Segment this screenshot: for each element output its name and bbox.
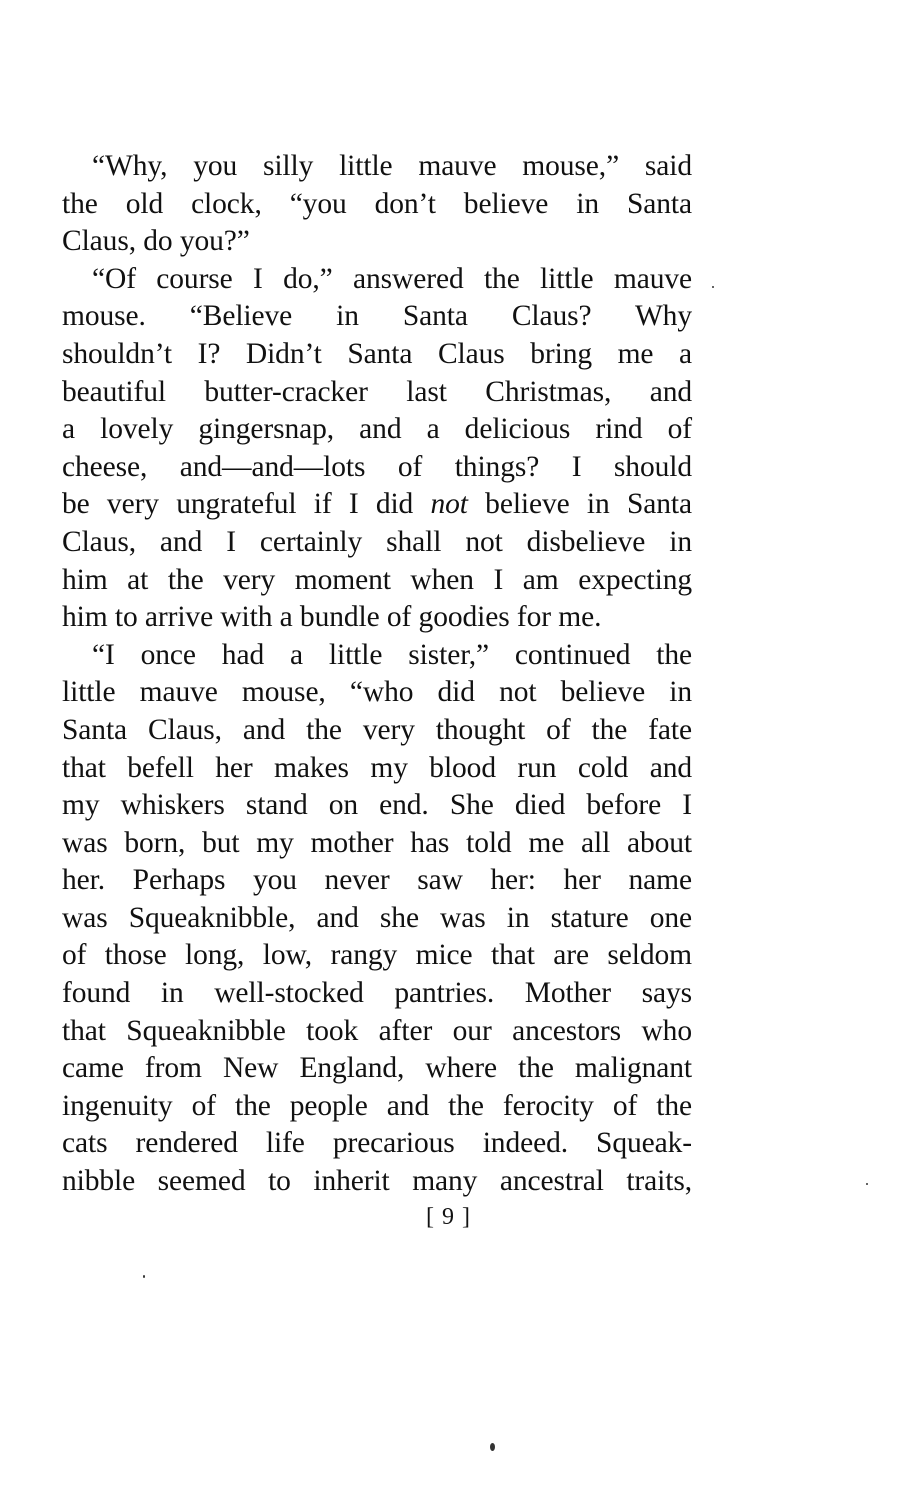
text-line: came from New England, where the malignant <box>62 1052 692 1085</box>
text-line: was Squeaknibble, and she was in stature one <box>62 901 692 934</box>
scan-speck <box>143 1275 145 1278</box>
page-number: [ 9 ] <box>426 1204 471 1230</box>
emphasized-word: not <box>430 488 468 521</box>
text-line: the old clock, “you don’t believe in Santa <box>62 187 692 220</box>
text-line: “Of course I do,” answered the little mauve <box>92 262 692 295</box>
text-line: found in well-stocked pantries. Mother says <box>62 977 692 1010</box>
text-line: beautiful butter-cracker last Christmas, and <box>62 375 692 408</box>
scan-speck <box>490 1443 495 1451</box>
text-line: that befell her makes my blood run cold and <box>62 751 692 784</box>
text-line: of those long, low, rangy mice that are seldom <box>62 939 692 972</box>
text-line <box>62 486 692 524</box>
text-line: cats rendered life precarious indeed. Squeak- <box>62 1127 692 1160</box>
text-line: him to arrive with a bundle of goodies for me. <box>62 601 602 634</box>
text-line: a lovely gingersnap, and a delicious rind of <box>62 413 692 446</box>
text-line: “I once had a little sister,” continued the <box>92 638 692 671</box>
text-line: Claus, do you?” <box>62 225 250 258</box>
text-line: cheese, and—and—lots of things? I should <box>62 450 692 483</box>
body-text <box>62 148 692 1201</box>
text-line: mouse. “Believe in Santa Claus? Why <box>62 300 692 333</box>
text-line: was born, but my mother has told me all about <box>62 826 692 859</box>
text-line: him at the very moment when I am expecting <box>62 563 692 596</box>
text-line: ingenuity of the people and the ferocity of the <box>62 1089 692 1122</box>
text-line: nibble seemed to inherit many ancestral traits, <box>62 1165 692 1198</box>
text-line: little mauve mouse, “who did not believe in <box>62 676 692 709</box>
scan-speck <box>712 286 714 288</box>
text-line: “Why, you silly little mauve mouse,” said <box>92 150 692 182</box>
text-segment: be very ungrateful if I did <box>62 488 431 521</box>
text-line: Santa Claus, and the very thought of the fate <box>62 713 692 746</box>
text-line: shouldn’t I? Didn’t Santa Claus bring me a <box>62 337 692 370</box>
text-line: my whiskers stand on end. She died before I <box>62 789 692 822</box>
scan-speck <box>866 1183 868 1185</box>
text-line: Claus, and I certainly shall not disbelieve in <box>62 525 692 558</box>
text-segment: believe in Santa <box>467 488 692 521</box>
text-line: that Squeaknibble took after our ancestors who <box>62 1014 692 1047</box>
text-line: her. Perhaps you never saw her: her name <box>62 864 692 897</box>
